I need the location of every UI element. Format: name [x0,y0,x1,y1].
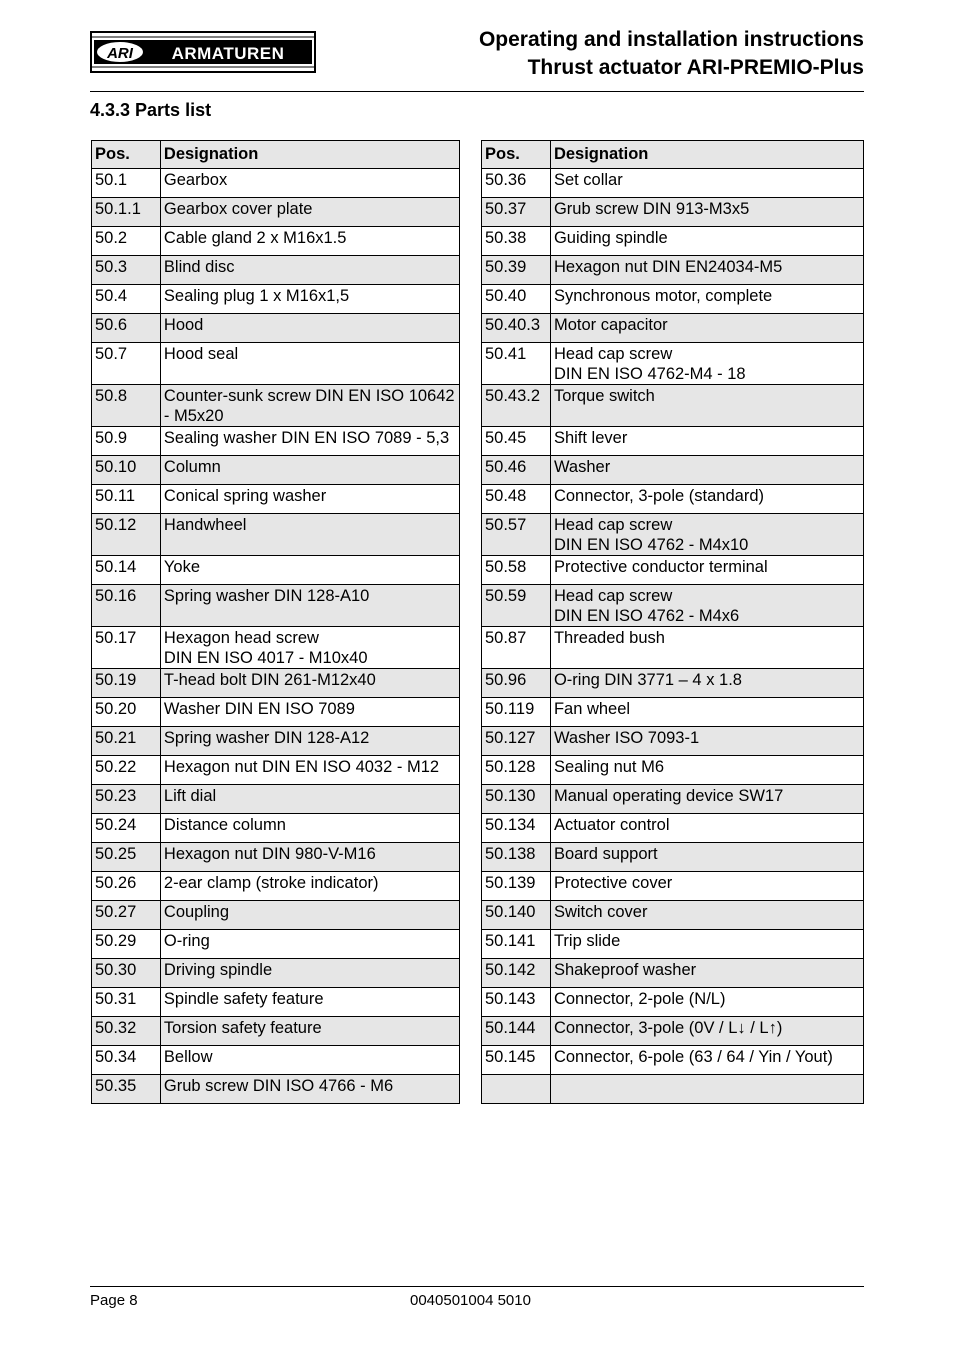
pos-cell: 50.11 [92,485,161,514]
designation-cell: Motor capacitor [550,314,863,343]
designation-cell: O-ring [160,930,459,959]
table-row [92,669,460,698]
table-row [482,727,864,756]
designation-cell: Head cap screw DIN EN ISO 4762 - M4x10 [550,514,863,556]
pos-cell: 50.6 [92,314,161,343]
pos-cell: 50.27 [92,901,161,930]
designation-cell: Actuator control [550,814,863,843]
designation-cell: Gearbox cover plate [160,198,459,227]
pos-cell: 50.17 [92,627,161,669]
designation-cell: Connector, 6-pole (63 / 64 / Yin / Yout) [550,1046,863,1075]
pos-cell: 50.119 [482,698,551,727]
designation-cell: Sealing nut M6 [550,756,863,785]
table-row [92,1017,460,1046]
designation-cell: Shift lever [550,427,863,456]
table-row [92,427,460,456]
table-row [482,872,864,901]
pos-cell: 50.134 [482,814,551,843]
pos-cell: 50.39 [482,256,551,285]
table-row [482,256,864,285]
table-row [482,456,864,485]
table-row [482,427,864,456]
pos-cell: 50.30 [92,959,161,988]
pos-cell: 50.43.2 [482,385,551,427]
designation-cell: Head cap screw DIN EN ISO 4762 - M4x6 [550,585,863,627]
designation-cell: Conical spring washer [160,485,459,514]
table-row [482,485,864,514]
pos-cell: 50.26 [92,872,161,901]
designation-cell: Lift dial [160,785,459,814]
section-heading: 4.3.3 Parts list [90,100,212,120]
designation-cell: Hexagon nut DIN EN ISO 4032 - M12 [160,756,459,785]
document-number: 0040501004 5010 [410,1292,531,1309]
designation-cell: Counter-sunk screw DIN EN ISO 10642 - M5x20 [160,385,459,427]
designation-cell: T-head bolt DIN 261-M12x40 [160,669,459,698]
designation-cell: Grub screw DIN 913-M3x5 [550,198,863,227]
pos-cell: 50.16 [92,585,161,627]
pos-cell: 50.1 [92,169,161,198]
table-row [92,285,460,314]
designation-cell: Bellow [160,1046,459,1075]
pos-cell: 50.7 [92,343,161,385]
table-row [92,627,460,669]
designation-cell: O-ring DIN 3771 – 4 x 1.8 [550,669,863,698]
designation-cell: Spindle safety feature [160,988,459,1017]
pos-cell: 50.144 [482,1017,551,1046]
pos-cell: 50.130 [482,785,551,814]
designation-cell: Fan wheel [550,698,863,727]
column-header-pos: Pos. [92,141,161,169]
pos-cell: 50.10 [92,456,161,485]
table-row [92,698,460,727]
designation-cell: Washer ISO 7093-1 [550,727,863,756]
footer-divider [90,1286,864,1287]
pos-cell: 50.96 [482,669,551,698]
table-row [92,456,460,485]
pos-cell: 50.34 [92,1046,161,1075]
table-row [92,227,460,256]
table-row [482,814,864,843]
pos-cell: 50.31 [92,988,161,1017]
column-header-designation: Designation [160,141,459,169]
pos-cell: 50.4 [92,285,161,314]
ari-armaturen-logo [90,31,316,73]
table-header-row [482,141,864,169]
designation-cell: Handwheel [160,514,459,556]
designation-cell: Guiding spindle [550,227,863,256]
pos-cell: 50.142 [482,959,551,988]
table-header-row [92,141,460,169]
designation-cell: Protective conductor terminal [550,556,863,585]
table-row [482,959,864,988]
designation-cell: Threaded bush [550,627,863,669]
table-row [482,169,864,198]
column-header-designation: Designation [550,141,863,169]
table-row [482,698,864,727]
pos-cell: 50.12 [92,514,161,556]
designation-cell: Set collar [550,169,863,198]
table-row [482,314,864,343]
pos-cell: 50.138 [482,843,551,872]
pos-cell: 50.1.1 [92,198,161,227]
pos-cell: 50.40.3 [482,314,551,343]
pos-cell: 50.45 [482,427,551,456]
table-row [482,627,864,669]
table-row [92,198,460,227]
table-row [482,1017,864,1046]
table-row [482,785,864,814]
pos-cell: 50.32 [92,1017,161,1046]
pos-cell: 50.40 [482,285,551,314]
parts-table-left [91,140,460,1104]
table-row [482,198,864,227]
table-row [92,556,460,585]
table-row [92,901,460,930]
designation-cell: Torsion safety feature [160,1017,459,1046]
table-row [92,785,460,814]
designation-cell: Driving spindle [160,959,459,988]
table-row [92,485,460,514]
designation-cell [550,1075,863,1104]
designation-cell: Distance column [160,814,459,843]
table-row [482,514,864,556]
designation-cell: Hexagon nut DIN 980-V-M16 [160,843,459,872]
designation-cell: Board support [550,843,863,872]
designation-cell: Gearbox [160,169,459,198]
pos-cell: 50.3 [92,256,161,285]
pos-cell: 50.36 [482,169,551,198]
parts-table-right [481,140,864,1104]
designation-cell: Connector, 2-pole (N/L) [550,988,863,1017]
pos-cell: 50.128 [482,756,551,785]
table-row [482,285,864,314]
pos-cell: 50.9 [92,427,161,456]
pos-cell: 50.139 [482,872,551,901]
table-row [92,988,460,1017]
pos-cell: 50.38 [482,227,551,256]
table-row [92,843,460,872]
table-row [482,988,864,1017]
designation-cell: Spring washer DIN 128-A12 [160,727,459,756]
table-row [482,1046,864,1075]
table-row [92,314,460,343]
pos-cell: 50.57 [482,514,551,556]
pos-cell: 50.48 [482,485,551,514]
table-row [92,872,460,901]
table-row [92,385,460,427]
pos-cell: 50.87 [482,627,551,669]
table-row [482,930,864,959]
pos-cell: 50.58 [482,556,551,585]
designation-cell: Manual operating device SW17 [550,785,863,814]
pos-cell: 50.140 [482,901,551,930]
pos-cell: 50.2 [92,227,161,256]
title-line-2: Thrust actuator ARI-PREMIO-Plus [527,56,864,79]
designation-cell: Blind disc [160,256,459,285]
pos-cell: 50.23 [92,785,161,814]
table-row [92,1046,460,1075]
designation-cell: Spring washer DIN 128-A10 [160,585,459,627]
page-header [90,26,864,92]
table-row [92,514,460,556]
pos-cell: 50.141 [482,930,551,959]
designation-cell: Washer [550,456,863,485]
pos-cell: 50.143 [482,988,551,1017]
designation-cell: Torque switch [550,385,863,427]
designation-cell: Yoke [160,556,459,585]
table-row [482,669,864,698]
pos-cell: 50.46 [482,456,551,485]
table-row [482,227,864,256]
designation-cell: Connector, 3-pole (0V / L↓ / L↑) [550,1017,863,1046]
pos-cell: 50.29 [92,930,161,959]
pos-cell [482,1075,551,1104]
table-row [92,727,460,756]
pos-cell: 50.35 [92,1075,161,1104]
header-divider [90,91,864,92]
table-row [482,385,864,427]
table-row [482,1075,864,1104]
table-row [482,343,864,385]
document-title [479,26,864,82]
designation-cell: Sealing plug 1 x M16x1,5 [160,285,459,314]
table-row [482,843,864,872]
column-header-pos: Pos. [482,141,551,169]
designation-cell: Column [160,456,459,485]
page-number: Page 8 [90,1292,138,1309]
table-row [482,556,864,585]
designation-cell: Cable gland 2 x M16x1.5 [160,227,459,256]
pos-cell: 50.24 [92,814,161,843]
table-row [92,930,460,959]
pos-cell: 50.20 [92,698,161,727]
designation-cell: 2-ear clamp (stroke indicator) [160,872,459,901]
pos-cell: 50.37 [482,198,551,227]
designation-cell: Coupling [160,901,459,930]
table-row [92,256,460,285]
table-row [92,756,460,785]
title-line-1: Operating and installation instructions [478,28,864,51]
designation-cell: Connector, 3-pole (standard) [550,485,863,514]
designation-cell: Hood seal [160,343,459,385]
table-row [92,1075,460,1104]
designation-cell: Switch cover [550,901,863,930]
pos-cell: 50.25 [92,843,161,872]
pos-cell: 50.127 [482,727,551,756]
designation-cell: Shakeproof washer [550,959,863,988]
designation-cell: Hexagon nut DIN EN24034-M5 [550,256,863,285]
pos-cell: 50.59 [482,585,551,627]
pos-cell: 50.19 [92,669,161,698]
table-row [92,585,460,627]
table-row [482,756,864,785]
pos-cell: 50.22 [92,756,161,785]
pos-cell: 50.145 [482,1046,551,1075]
designation-cell: Head cap screw DIN EN ISO 4762-M4 - 18 [550,343,863,385]
pos-cell: 50.21 [92,727,161,756]
table-row [92,343,460,385]
designation-cell: Trip slide [550,930,863,959]
designation-cell: Washer DIN EN ISO 7089 [160,698,459,727]
table-row [92,959,460,988]
designation-cell: Hexagon head screw DIN EN ISO 4017 - M10x40 [160,627,459,669]
table-row [92,814,460,843]
table-row [92,169,460,198]
pos-cell: 50.8 [92,385,161,427]
pos-cell: 50.14 [92,556,161,585]
svg-text:ARI: ARI [107,45,133,62]
svg-text:ARMATUREN: ARMATUREN [171,44,285,63]
designation-cell: Sealing washer DIN EN ISO 7089 - 5,3 [160,427,459,456]
table-row [482,901,864,930]
designation-cell: Grub screw DIN ISO 4766 - M6 [160,1075,459,1104]
pos-cell: 50.41 [482,343,551,385]
designation-cell: Synchronous motor, complete [550,285,863,314]
table-row [482,585,864,627]
designation-cell: Protective cover [550,872,863,901]
designation-cell: Hood [160,314,459,343]
